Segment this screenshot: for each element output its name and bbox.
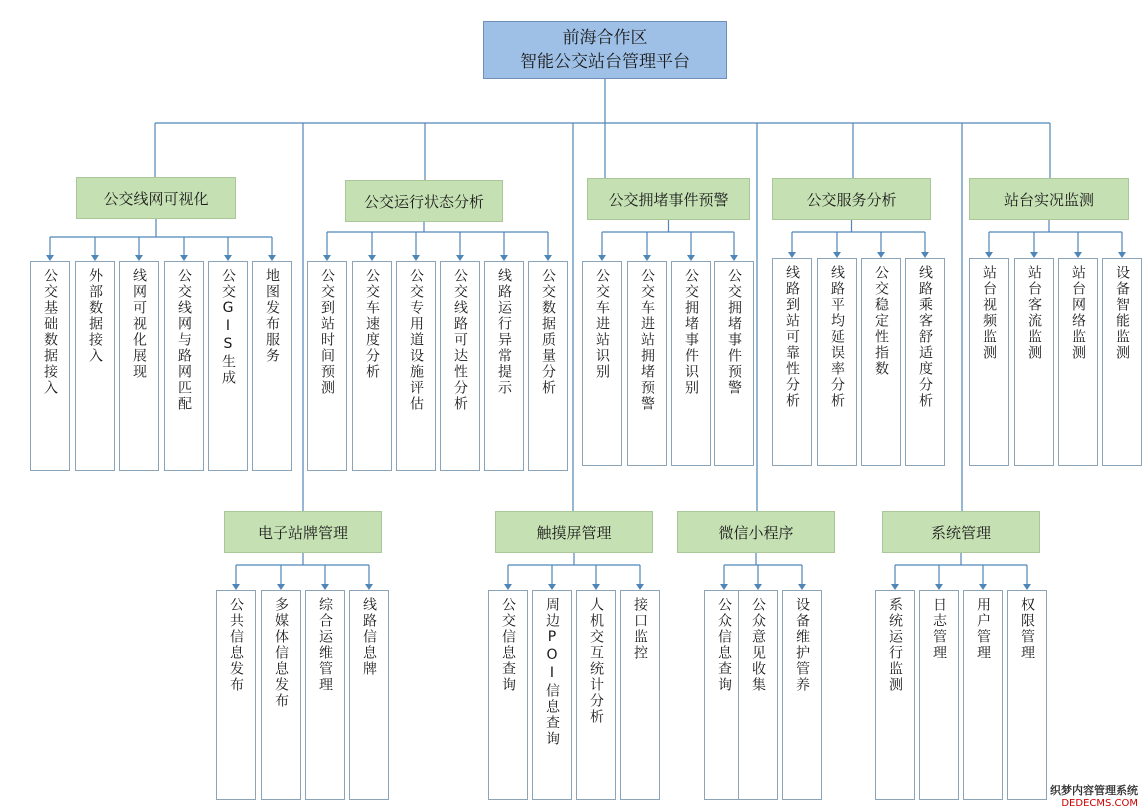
leaf-label: 日志管理 <box>931 597 947 661</box>
leaf-label: 公交基础数据接入 <box>42 268 58 396</box>
leaf-node <box>671 261 711 466</box>
leaf-node <box>817 258 857 466</box>
leaf-node <box>261 590 301 800</box>
leaf-label: 接口监控 <box>632 597 648 661</box>
leaf-label: 人机交互统计分析 <box>588 597 604 725</box>
leaf-label: 外部数据接入 <box>87 268 103 364</box>
leaf-label: 公交数据质量分析 <box>540 268 556 396</box>
leaf-node <box>738 590 778 800</box>
leaf-node <box>576 590 616 800</box>
leaf-node <box>208 261 248 471</box>
leaf-node <box>75 261 115 471</box>
leaf-label: 线路运行异常提示 <box>496 268 512 396</box>
leaf-label: 线路到站可靠性分析 <box>784 265 800 409</box>
leaf-node <box>620 590 660 800</box>
root-node <box>483 21 727 79</box>
leaf-label: 公众意见收集 <box>750 597 766 693</box>
leaf-node <box>532 590 572 800</box>
leaf-node <box>627 261 667 466</box>
leaf-node <box>488 590 528 800</box>
leaf-node <box>1014 258 1054 466</box>
leaf-node <box>861 258 901 466</box>
leaf-node <box>396 261 436 471</box>
category-node: 站台实况监测 <box>969 178 1129 220</box>
leaf-label: 站台网络监测 <box>1070 265 1086 361</box>
category-node: 微信小程序 <box>677 511 835 553</box>
leaf-label: 公交线路可达性分析 <box>452 268 468 412</box>
leaf-node <box>119 261 159 471</box>
leaf-node <box>1007 590 1047 800</box>
leaf-label: 公交GIS生成 <box>220 268 236 386</box>
category-node: 电子站牌管理 <box>224 511 382 553</box>
leaf-node <box>30 261 70 471</box>
root-title-line2: 智能公交站台管理平台 <box>520 52 690 72</box>
category-node: 公交服务分析 <box>772 178 931 220</box>
leaf-node <box>714 261 754 466</box>
leaf-label: 线网可视化展现 <box>131 268 147 380</box>
category-node: 系统管理 <box>882 511 1040 553</box>
leaf-label: 设备维护管养 <box>794 597 810 693</box>
leaf-node <box>772 258 812 466</box>
leaf-label: 多媒体信息发布 <box>273 597 289 709</box>
leaf-label: 线路平均延误率分析 <box>829 265 845 409</box>
category-node: 公交运行状态分析 <box>345 180 503 222</box>
leaf-label: 用户管理 <box>975 597 991 661</box>
leaf-node <box>349 590 389 800</box>
leaf-node <box>164 261 204 471</box>
leaf-label: 设备智能监测 <box>1114 265 1130 361</box>
leaf-label: 公交车进站识别 <box>594 268 610 380</box>
leaf-label: 公交车进站拥堵预警 <box>639 268 655 412</box>
leaf-label: 站台视频监测 <box>981 265 997 361</box>
category-node: 公交线网可视化 <box>76 177 236 219</box>
leaf-label: 公众信息查询 <box>716 597 732 693</box>
watermark-line2: DEDECMS.COM <box>1061 798 1138 809</box>
leaf-node <box>1058 258 1098 466</box>
leaf-label: 公交信息查询 <box>500 597 516 693</box>
leaf-label: 权限管理 <box>1019 597 1035 661</box>
leaf-node <box>582 261 622 466</box>
leaf-node <box>352 261 392 471</box>
leaf-node <box>963 590 1003 800</box>
leaf-node <box>528 261 568 471</box>
leaf-node <box>307 261 347 471</box>
leaf-node <box>252 261 292 471</box>
leaf-label: 站台客流监测 <box>1026 265 1042 361</box>
leaf-node <box>782 590 822 800</box>
category-node: 公交拥堵事件预警 <box>587 178 750 220</box>
leaf-label: 综合运维管理 <box>317 597 333 693</box>
leaf-node <box>484 261 524 471</box>
leaf-label: 公交线网与路网匹配 <box>176 268 192 412</box>
leaf-label: 线路乘客舒适度分析 <box>917 265 933 409</box>
leaf-label: 公交拥堵事件预警 <box>726 268 742 396</box>
leaf-label: 公交稳定性指数 <box>873 265 889 377</box>
leaf-label: 地图发布服务 <box>264 268 280 364</box>
leaf-label: 系统运行监测 <box>887 597 903 693</box>
leaf-label: 公共信息发布 <box>228 597 244 693</box>
watermark-line1: 织梦内容管理系统 <box>1050 784 1138 797</box>
leaf-node <box>969 258 1009 466</box>
leaf-node <box>875 590 915 800</box>
leaf-node <box>905 258 945 466</box>
leaf-node <box>1102 258 1142 466</box>
leaf-node <box>216 590 256 800</box>
leaf-label: 公交到站时间预测 <box>319 268 335 396</box>
leaf-label: 公交专用道设施评估 <box>408 268 424 412</box>
leaf-label: 公交拥堵事件识别 <box>683 268 699 396</box>
leaf-label: 线路信息牌 <box>361 597 377 677</box>
leaf-node <box>919 590 959 800</box>
leaf-node <box>440 261 480 471</box>
watermark <box>1026 784 1138 810</box>
category-node: 触摸屏管理 <box>495 511 653 553</box>
root-title-line1: 前海合作区 <box>562 28 648 48</box>
leaf-label: 周边POI信息查询 <box>544 597 560 747</box>
leaf-node <box>305 590 345 800</box>
leaf-label: 公交车速度分析 <box>364 268 380 380</box>
